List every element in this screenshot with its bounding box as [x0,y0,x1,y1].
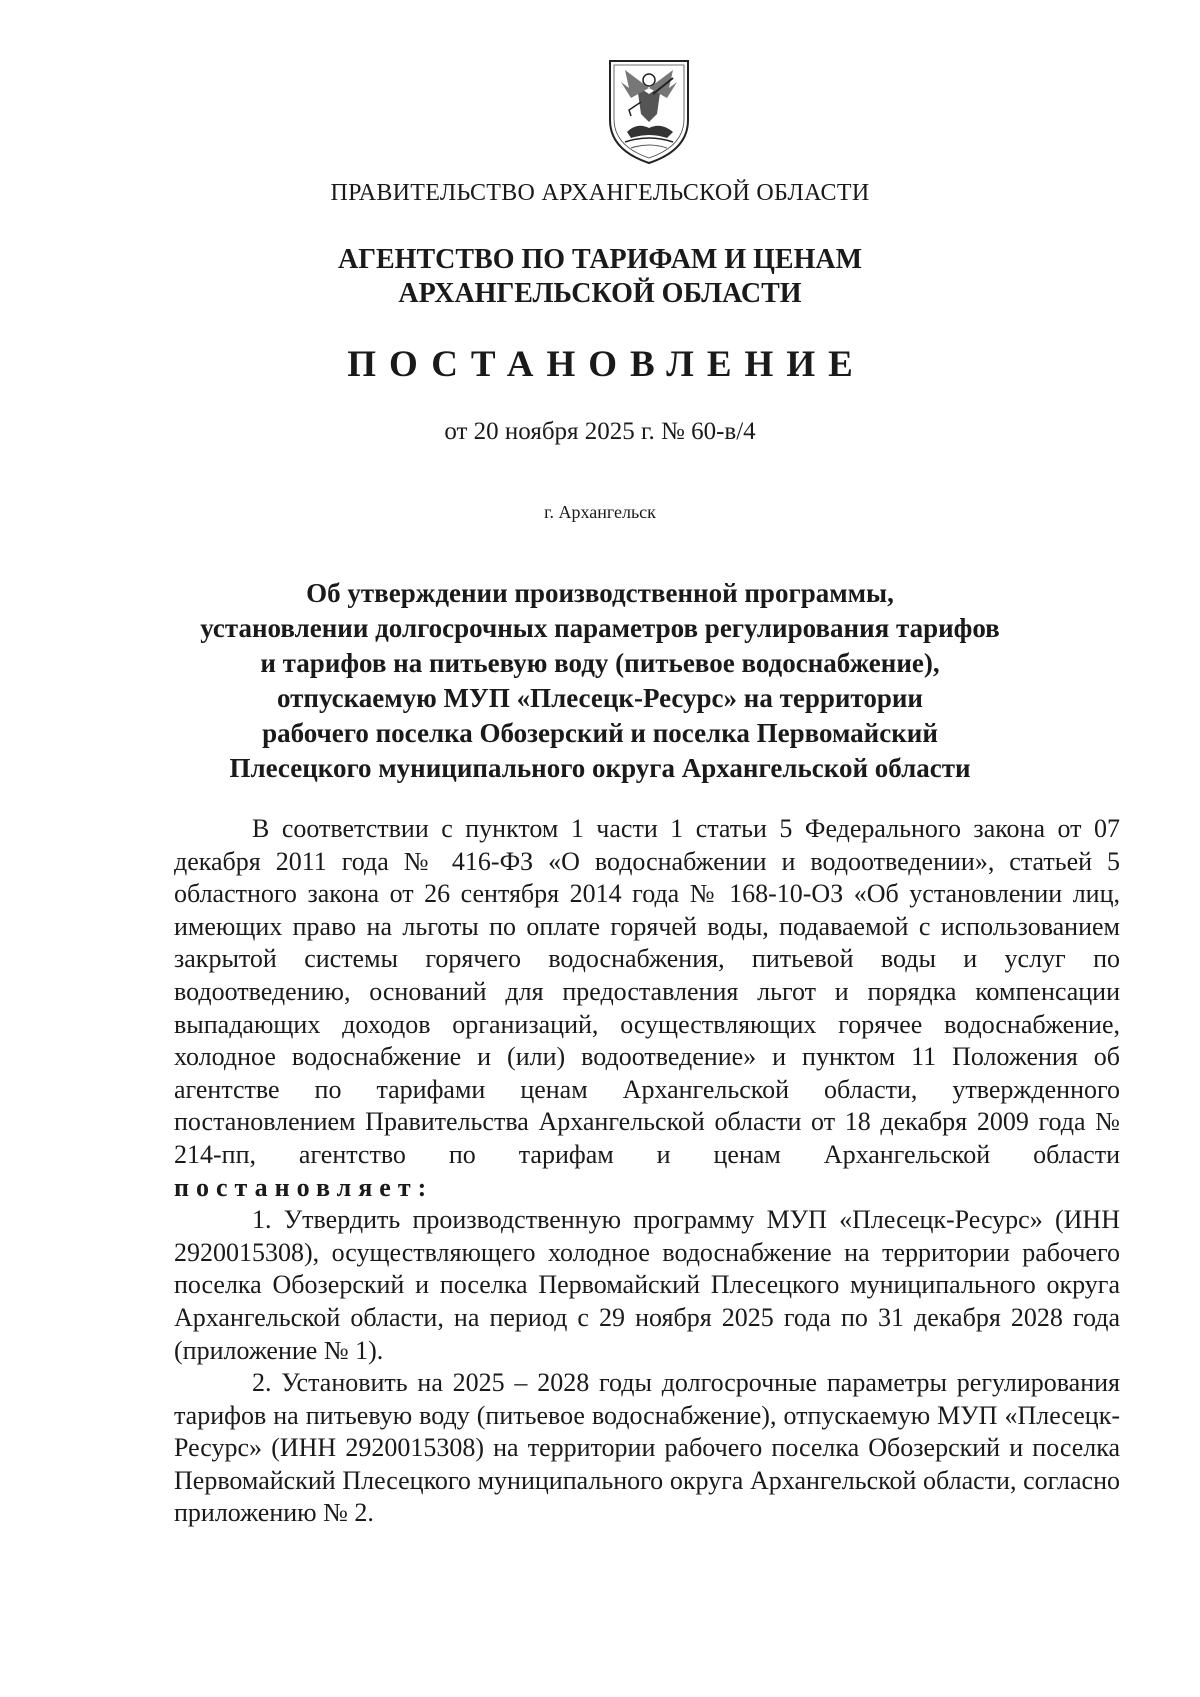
title-line: Плесецкого муниципального округа Архангельской области [229,753,971,783]
document-type: ПОСТАНОВЛЕНИЕ [347,344,866,385]
agency-name-line-2: АРХАНГЕЛЬСКОЙ ОБЛАСТИ [398,278,802,309]
item-2-paragraph: 2. Установить на 2025 – 2028 годы долгосрочные параметры регулирования тарифов на питьевую воду (питьевое водоснабжение), отпускаемую МУП «Плесецк-Ресурс» (ИНН 2920015308) на территории рабочего поселка Обозерский и поселка Первомайский Плесецкого муниципального округа Архангельской области, согласно приложению № 2. [174,1368,1120,1528]
title-line: и тарифов на питьевую воду (питьевое водоснабжение), [260,648,940,678]
coat-of-arms-icon [607,58,691,166]
document-body [174,813,1120,1530]
title-line: рабочего поселка Обозерский и поселка Первомайский [262,718,938,748]
title-line: отпускаемую МУП «Плесецк-Ресурс» на территории [277,683,923,713]
document-city: г. Архангельск [544,502,656,522]
preamble-paragraph [174,813,1120,1204]
title-line: Об утверждении производственной программы, [306,578,894,608]
agency-name [0,243,1200,311]
document-title [0,576,1200,786]
government-name: ПРАВИТЕЛЬСТВО АРХАНГЕЛЬСКОЙ ОБЛАСТИ [330,180,870,206]
title-line: установлении долгосрочных параметров регулирования тарифов [200,613,1000,643]
agency-name-line-1: АГЕНТСТВО ПО ТАРИФАМ И ЦЕНАМ [337,244,863,275]
document-date-number: от 20 ноября 2025 г. № 60-в/4 [444,418,756,445]
item-1-paragraph: 1. Утвердить производственную программу МУП «Плесецк-Ресурс» (ИНН 2920015308), осуществляющего холодное водоснабжение на территории рабочего поселка Обозерский и поселка Первомайский Плесецкого муниципального округа Архангельской области, на период с 29 ноября 2025 года по 31 декабря 2028 года (приложение № 1). [174,1205,1120,1365]
resolves-word: постановляет: [174,1172,434,1202]
preamble-text: В соответствии с пунктом 1 части 1 статьи 5 Федерального закона от 07 декабря 2011 года № 416-ФЗ «О водоснабжении и водоотведении», статьей 5 областного закона от 26 сентября 2014 года № 168-10-ОЗ «Об установлении лиц, имеющих право на льготы по оплате горячей воды, подаваемой с использованием закрытой системы горячего водоснабжения, питьевой воды и услуг по водоотведению, оснований для предоставления льгот и порядка компенсации выпадающих доходов организаций, осуществляющих горячее водоснабжение, холодное водоснабжение и (или) водоотведение» и пунктом 11 Положения об агентстве по тарифами ценам Архангельской области, утвержденного постановлением Правительства Архангельской области от 18 декабря 2009 года № 214-пп, агентство по тарифам и ценам Архангельской области [174,814,1120,1169]
